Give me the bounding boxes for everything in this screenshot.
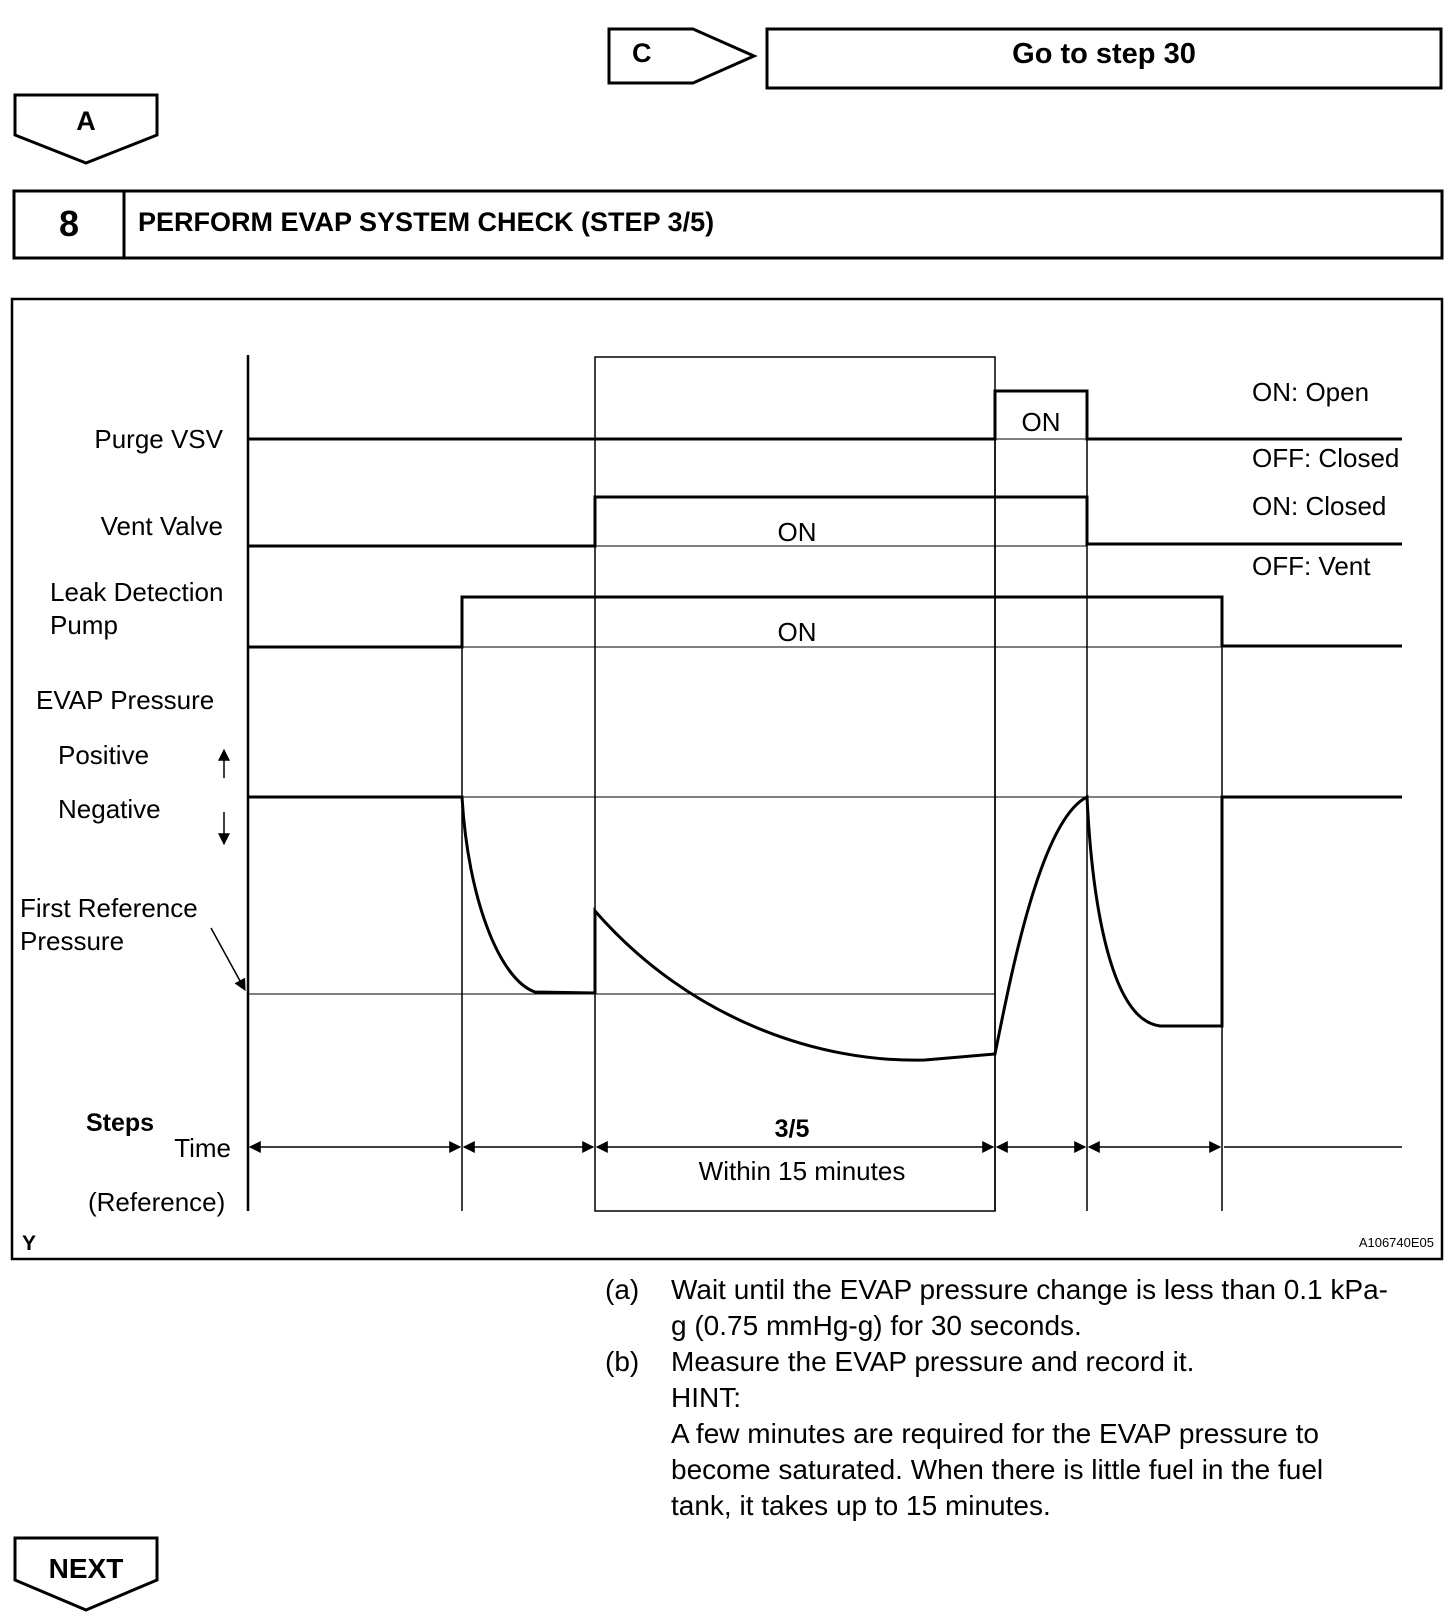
branch-c-label: C (632, 38, 652, 68)
vent-valve-signal (248, 497, 1402, 546)
step-duration-label: Within 15 minutes (698, 1156, 906, 1186)
vent-on-state: ON: Closed (1252, 491, 1387, 521)
instruction-b-label: (b) (605, 1346, 640, 1377)
instruction-a-label: (a) (605, 1274, 640, 1305)
corner-mark: Y (22, 1232, 37, 1255)
first-reference-label-line2: Pressure (20, 926, 125, 956)
vent-valve-label: Vent Valve (100, 511, 223, 541)
hint-block (605, 1380, 1385, 1416)
step-window-box (595, 357, 995, 1211)
purge-vsv-label: Purge VSV (94, 424, 223, 454)
hint-text: A few minutes are required for the EVAP pressure to become saturated. When there is little fuel in the fuel tank, it takes up to 15 minutes. (671, 1418, 1324, 1521)
instruction-a (605, 1272, 1388, 1344)
step-label: 3/5 (774, 1115, 810, 1143)
purge-off-state: OFF: Closed (1252, 443, 1400, 473)
figure-id: A106740E05 (1358, 1235, 1434, 1250)
vent-on-label: ON (777, 517, 817, 547)
first-reference-label-line1: First Reference (20, 893, 198, 923)
branch-a-label: A (76, 106, 96, 136)
evap-pressure-curve (248, 797, 1402, 1060)
diagram-frame (12, 299, 1442, 1259)
purge-on-label: ON (1021, 407, 1061, 437)
hint-label: HINT: (671, 1382, 741, 1413)
instruction-a-text: Wait until the EVAP pressure change is less than 0.1 kPa-g (0.75 mmHg-g) for 30 seconds. (671, 1274, 1388, 1341)
hint-body (605, 1416, 1385, 1526)
negative-label: Negative (58, 794, 161, 824)
instruction-b-text: Measure the EVAP pressure and record it. (671, 1346, 1195, 1377)
step-title: PERFORM EVAP SYSTEM CHECK (STEP 3/5) (138, 207, 715, 237)
purge-on-state: ON: Open (1252, 377, 1370, 407)
pump-on-label: ON (777, 617, 817, 647)
first-reference-arrow-icon (211, 928, 245, 990)
instruction-b (605, 1344, 1385, 1380)
vent-off-state: OFF: Vent (1252, 551, 1371, 581)
reference-label: (Reference) (88, 1187, 226, 1217)
step-number: 8 (58, 203, 80, 244)
leak-pump-signal (248, 597, 1402, 647)
leak-pump-label-line2: Pump (50, 610, 118, 640)
time-label: Time (174, 1133, 231, 1163)
evap-pressure-label: EVAP Pressure (36, 685, 215, 715)
goto-step-text[interactable]: Go to step 30 (1012, 38, 1196, 70)
purge-vsv-signal (248, 391, 1402, 439)
steps-label: Steps (86, 1109, 155, 1137)
leak-pump-label-line1: Leak Detection (50, 577, 224, 607)
next-button[interactable]: NEXT (48, 1553, 124, 1584)
positive-label: Positive (58, 740, 150, 770)
